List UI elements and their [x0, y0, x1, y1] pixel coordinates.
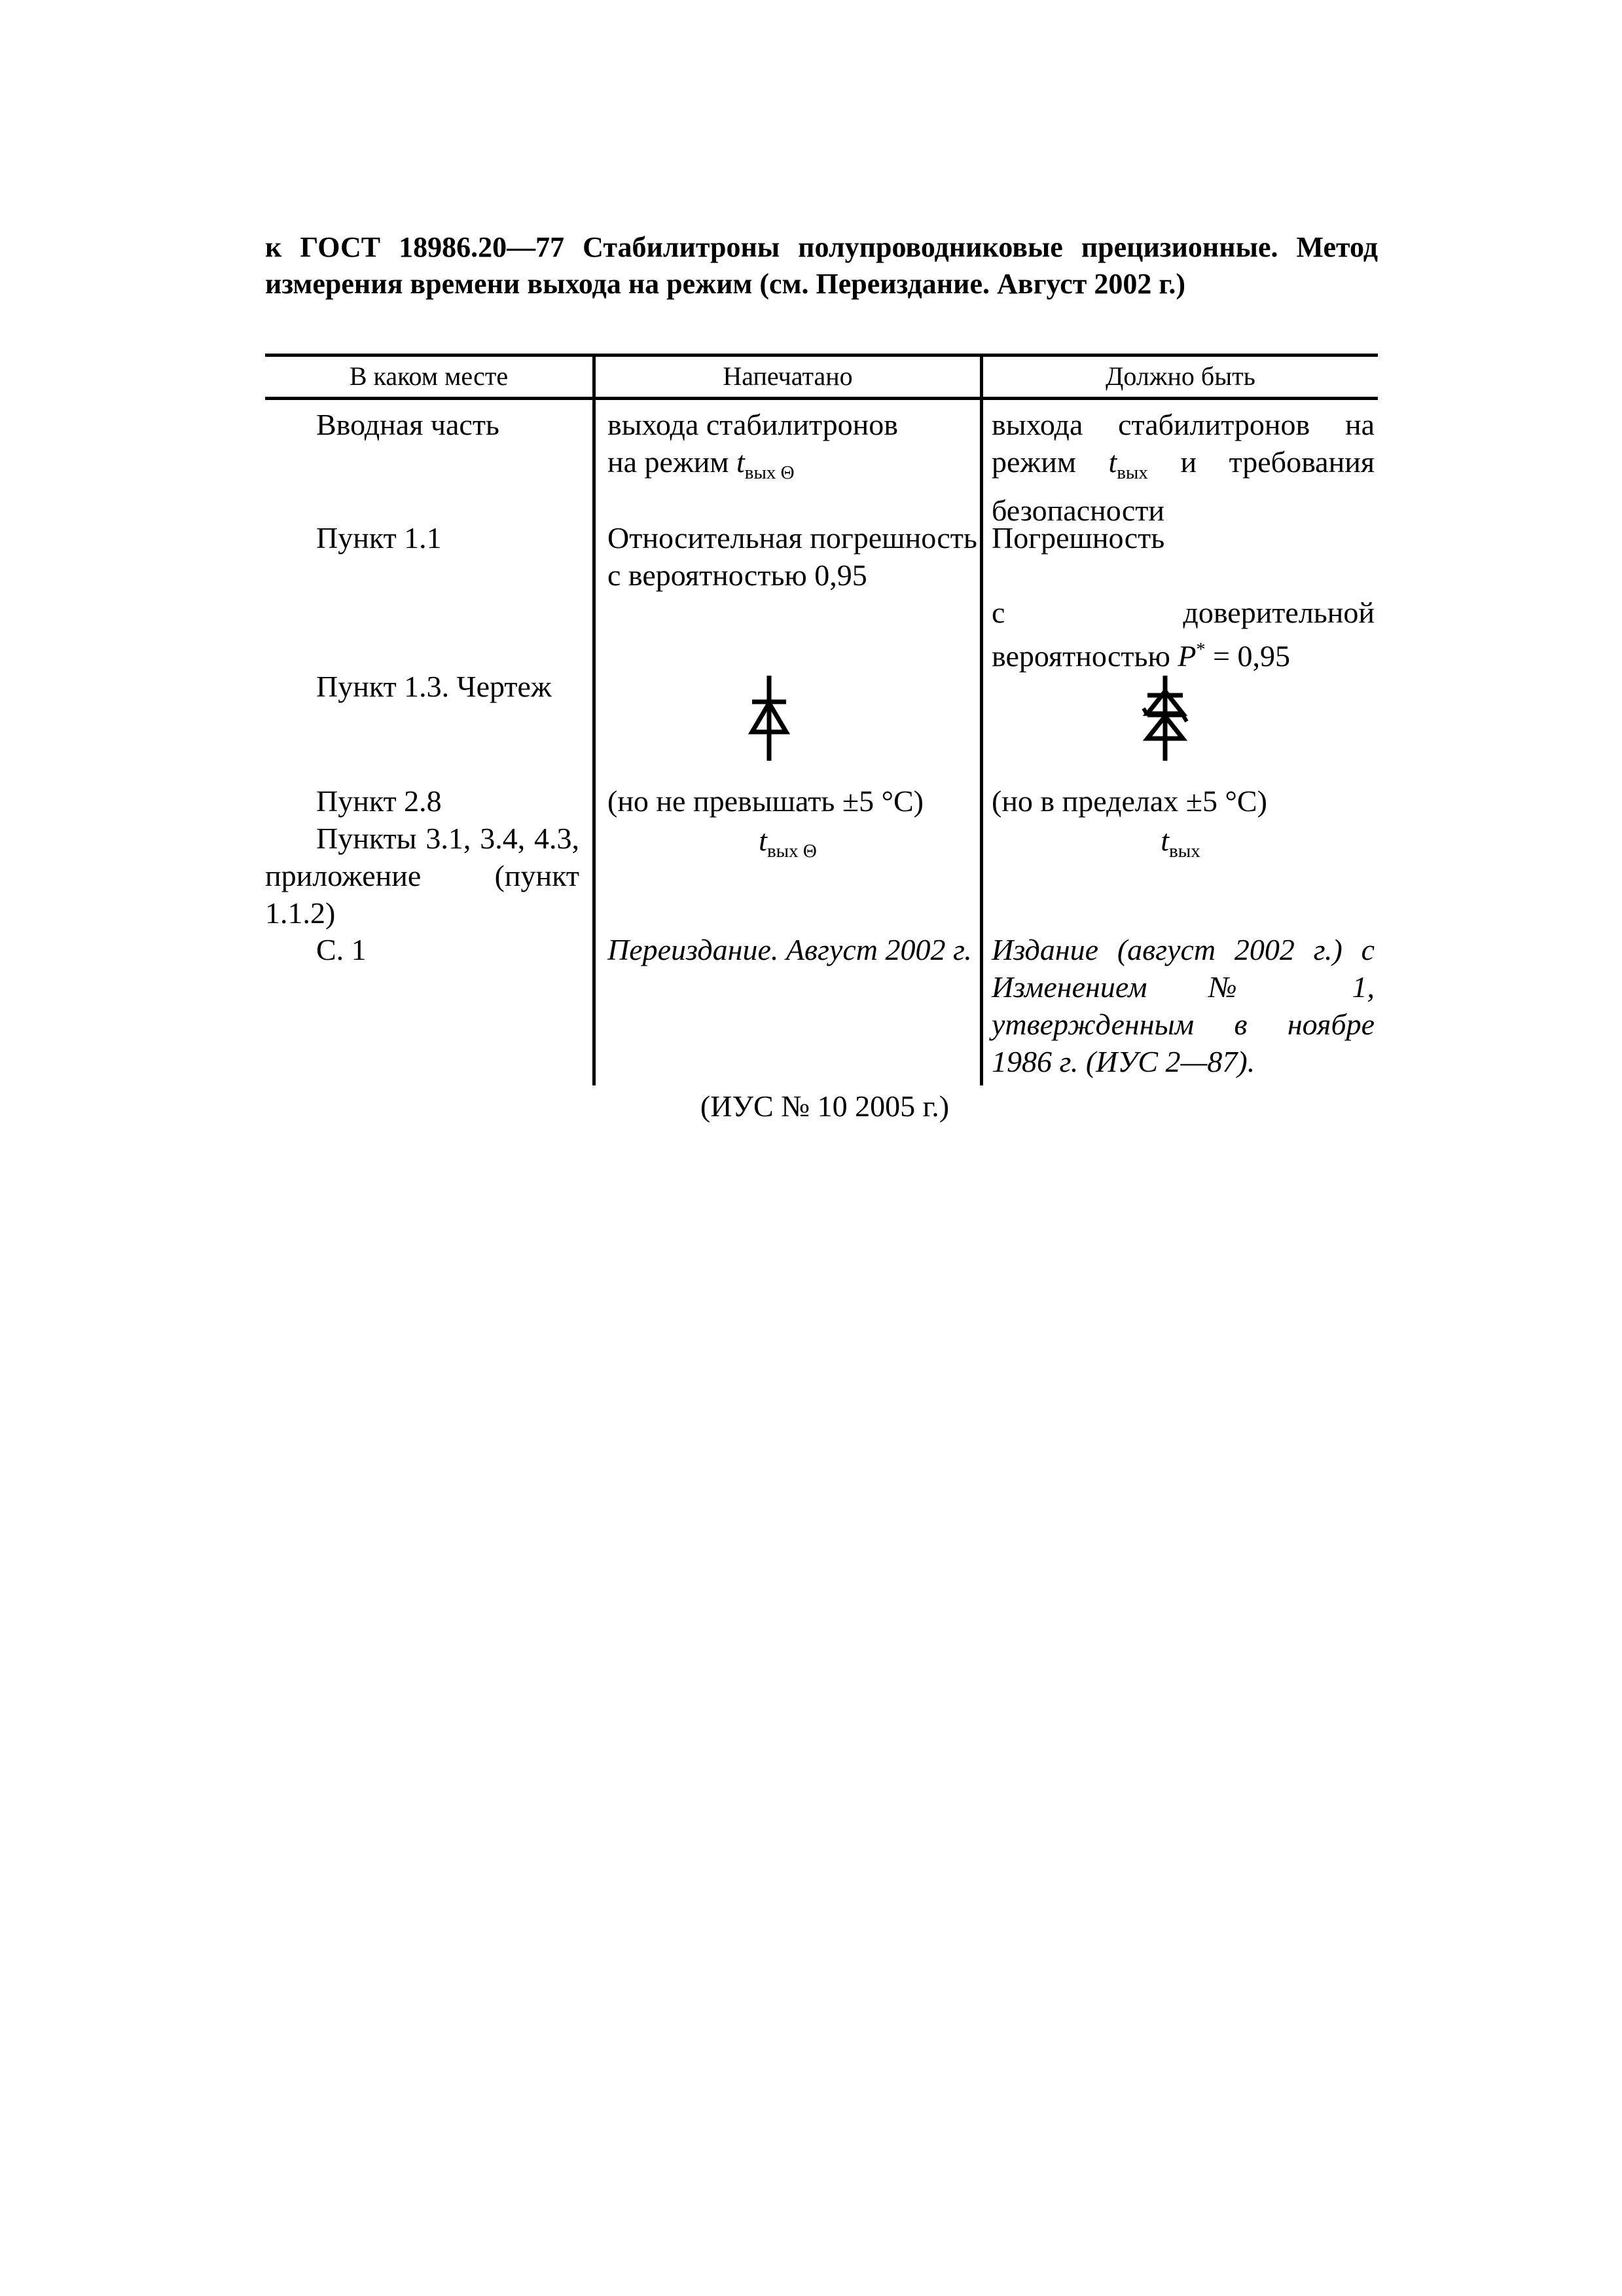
row-place: Пункт 2.8: [316, 784, 442, 818]
row-should-be: Издание (август 2002 г.) с Изменением № 1, утвержденным в ноябре 1986 г. (ИУС 2—87).: [992, 933, 1375, 1078]
row-printed: Переиздание. Август 2002 г.: [607, 933, 972, 966]
header-should-be: Должно быть: [1106, 361, 1255, 391]
diode-icon: [743, 676, 795, 761]
row-should-be: Погрешность с доверительной вероятностью P* = 0,95: [992, 521, 1375, 673]
row-printed: Относительная погрешность с вероятностью 0,95: [607, 521, 977, 592]
row-place: С. 1: [316, 933, 367, 966]
row-place: Пункт 1.3. Чертеж: [316, 670, 552, 703]
row-printed: (но не превышать ±5 °С): [607, 784, 924, 818]
header-place: В каком месте: [349, 361, 509, 391]
column-divider: [592, 354, 596, 1085]
row-place: Пункты 3.1, 3.4, 4.3, приложение (пункт 1.1.2): [265, 822, 579, 930]
row-printed: $t_{вых \Theta}$: [759, 824, 817, 862]
row-should-be: выхода стабилитронов на режим $t_{вых}$ и требования безопасности: [992, 408, 1375, 527]
footer-reference: (ИУС № 10 2005 г.): [700, 1089, 950, 1123]
row-should-be: $t_{вых}$: [1161, 824, 1200, 862]
header-printed: Напечатано: [723, 361, 853, 391]
row-place: Вводная часть: [316, 408, 499, 441]
table-top-rule: [265, 354, 1378, 357]
table-header-rule: [265, 397, 1378, 400]
column-divider: [980, 354, 983, 1085]
row-place: Пункт 1.1: [316, 521, 442, 555]
row-should-be: (но в пределах ±5 °С): [992, 784, 1267, 818]
zener-diode-icon: [1136, 676, 1195, 761]
amendment-title: к ГОСТ 18986.20—77 Стабилитроны полупроводниковые прецизионные. Метод измерения времени выхода на режим (см. Переиздание. Август 2002 г.): [265, 231, 1378, 300]
row-printed: выхода стабилитронов на режим $t_{вых \Theta}$: [607, 408, 898, 483]
amendment-table: [265, 354, 1378, 1085]
